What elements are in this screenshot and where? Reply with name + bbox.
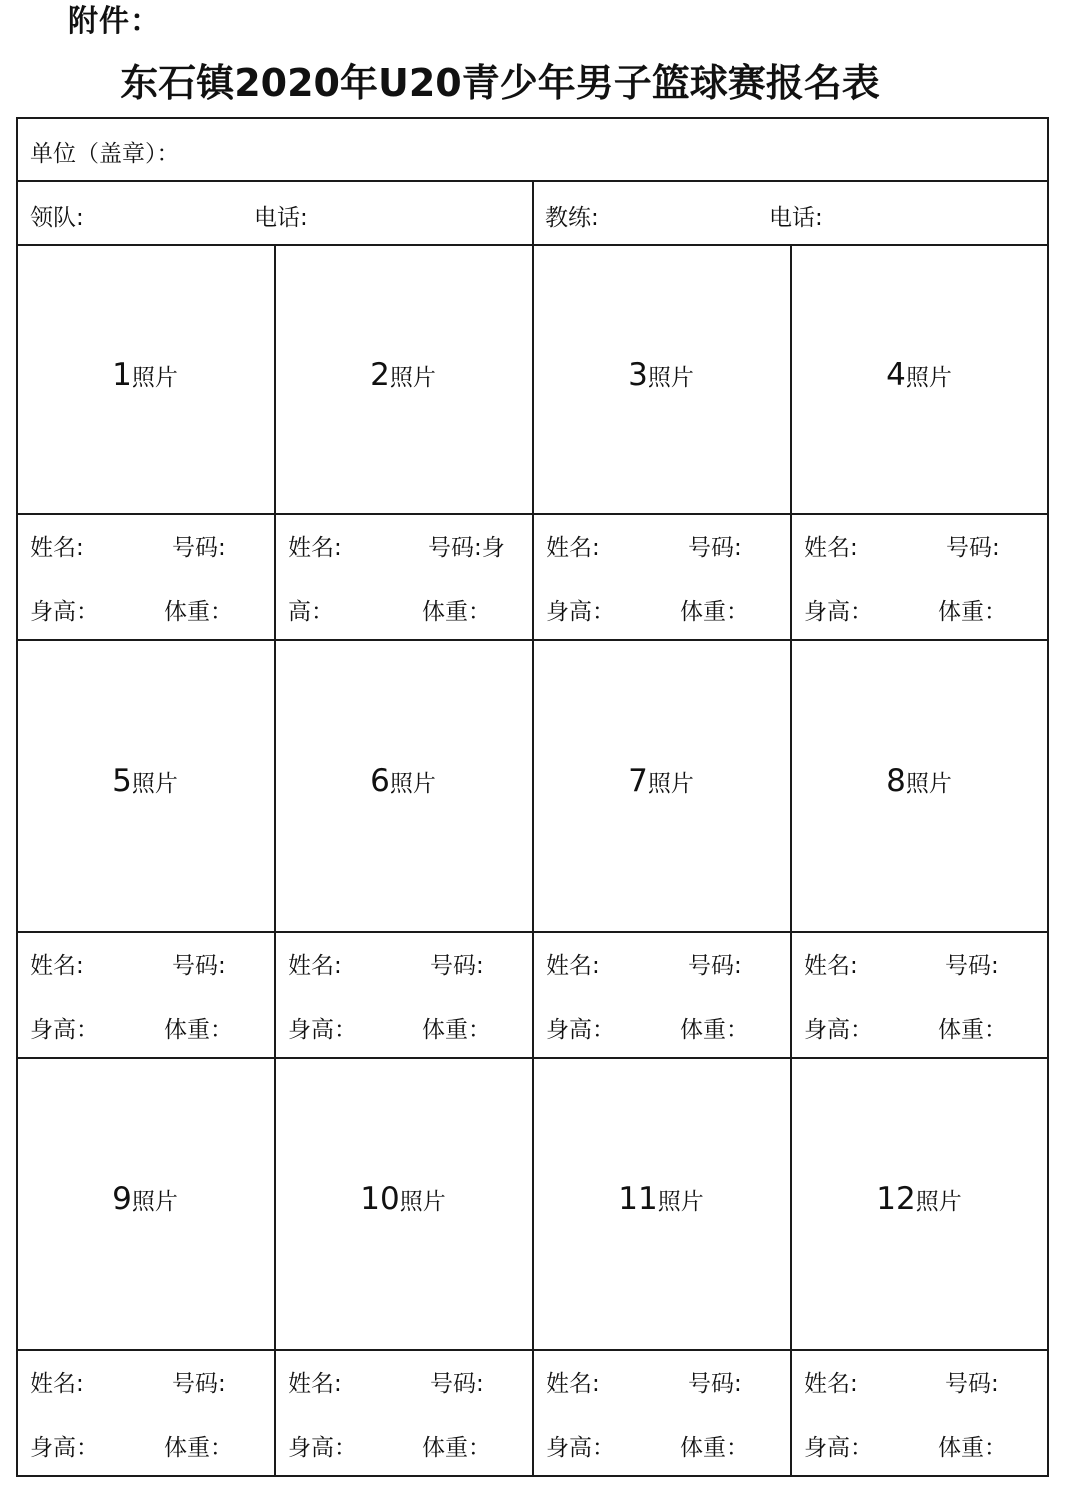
height-label: 高：: [288, 599, 334, 625]
name-label: 姓名:: [288, 953, 342, 979]
photo-placeholder-label: [790, 763, 1048, 802]
height-label: 身高：: [546, 1435, 615, 1461]
weight-label: 体重：: [680, 1435, 749, 1461]
jersey-number-label: 号码:: [945, 1371, 999, 1397]
block-row-divider: [16, 1057, 1049, 1059]
height-label: 身高：: [30, 1017, 99, 1043]
player-number-label: 3: [628, 356, 648, 393]
name-label: 姓名:: [804, 1371, 858, 1397]
name-label: 姓名:: [30, 535, 84, 561]
name-label: 姓名:: [804, 535, 858, 561]
photo-suffix-label: 照片: [131, 364, 178, 391]
photo-suffix-label: 照片: [131, 771, 178, 797]
jersey-number-label: 号码:: [945, 953, 999, 979]
jersey-number-label: 号码:: [172, 1371, 226, 1397]
photo-placeholder-label: [16, 357, 274, 396]
form-border-top: [16, 117, 1049, 119]
player-number-label: 9: [112, 1181, 132, 1217]
name-label: 姓名:: [546, 1371, 600, 1397]
photo-placeholder-label: [274, 763, 532, 802]
weight-label: 体重：: [422, 1017, 491, 1043]
photo-placeholder-label: [16, 1181, 274, 1220]
grid-column-divider: [790, 244, 792, 1475]
coach-phone-label: 电话:: [769, 205, 823, 231]
height-label: 身高：: [288, 1435, 357, 1461]
jersey-number-label: 号码:: [172, 953, 226, 979]
name-label: 姓名:: [546, 953, 600, 979]
weight-label: 体重：: [938, 599, 1007, 625]
jersey-number-label: 号码:: [688, 1371, 742, 1397]
jersey-number-label: 号码:: [688, 535, 742, 561]
photo-placeholder-label: [16, 763, 274, 802]
height-label: 身高：: [288, 1017, 357, 1043]
jersey-number-label: 号码:: [688, 953, 742, 979]
name-label: 姓名:: [288, 1371, 342, 1397]
photo-suffix-label: 照片: [905, 364, 952, 391]
photo-suffix-label: 照片: [131, 1189, 178, 1215]
name-label: 姓名:: [30, 1371, 84, 1397]
height-label: 身高：: [546, 1017, 615, 1043]
jersey-number-label: 号码:身: [428, 535, 505, 561]
photo-suffix-label: 照片: [389, 771, 436, 797]
form-border-bottom: [16, 1475, 1049, 1477]
player-number-label: 11: [618, 1181, 658, 1217]
height-label: 身高：: [30, 1435, 99, 1461]
weight-label: 体重：: [680, 1017, 749, 1043]
leader-phone-label: 电话:: [254, 205, 308, 231]
player-number-label: 2: [370, 356, 390, 393]
photo-suffix-label: 照片: [915, 1189, 962, 1215]
coach-label: 教练:: [545, 205, 599, 231]
name-label: 姓名:: [30, 953, 84, 979]
info-row-divider: [16, 931, 1049, 933]
photo-suffix-label: 照片: [399, 1189, 446, 1215]
photo-placeholder-label: [274, 1181, 532, 1220]
photo-suffix-label: 照片: [657, 1189, 704, 1215]
jersey-number-label: 号码:: [172, 535, 226, 561]
weight-label: 体重：: [164, 599, 233, 625]
name-label: 姓名:: [546, 535, 600, 561]
jersey-number-label: 号码:: [430, 953, 484, 979]
name-label: 姓名:: [804, 953, 858, 979]
photo-placeholder-label: [532, 1181, 790, 1220]
page-title: 东石镇2020年U20青少年男子篮球赛报名表: [120, 61, 880, 105]
player-number-label: 7: [628, 763, 648, 799]
info-row-divider: [16, 1349, 1049, 1351]
photo-placeholder-label: [790, 1181, 1048, 1220]
height-label: 身高：: [804, 599, 873, 625]
unit-label: 单位（盖章）：: [30, 141, 180, 167]
height-label: 身高：: [30, 599, 99, 625]
photo-placeholder-label: [274, 357, 532, 396]
player-number-label: 12: [876, 1181, 916, 1217]
weight-label: 体重：: [164, 1017, 233, 1043]
grid-column-divider: [532, 244, 534, 1475]
photo-suffix-label: 照片: [647, 364, 694, 391]
player-number-label: 4: [886, 356, 906, 393]
player-number-label: 1: [112, 356, 132, 393]
name-label: 姓名:: [288, 535, 342, 561]
weight-label: 体重：: [938, 1017, 1007, 1043]
photo-placeholder-label: [532, 763, 790, 802]
registration-form: [16, 117, 1049, 1477]
staff-column-divider: [532, 180, 534, 246]
player-number-label: 10: [360, 1181, 400, 1217]
attachment-label: 附件：: [68, 4, 161, 39]
weight-label: 体重：: [422, 599, 491, 625]
height-label: 身高：: [804, 1435, 873, 1461]
weight-label: 体重：: [422, 1435, 491, 1461]
jersey-number-label: 号码:: [946, 535, 1000, 561]
photo-suffix-label: 照片: [647, 771, 694, 797]
weight-label: 体重：: [938, 1435, 1007, 1461]
player-number-label: 5: [112, 763, 132, 799]
photo-suffix-label: 照片: [389, 364, 436, 391]
height-label: 身高：: [546, 599, 615, 625]
photo-suffix-label: 照片: [905, 771, 952, 797]
player-number-label: 6: [370, 763, 390, 799]
weight-label: 体重：: [680, 599, 749, 625]
block-row-divider: [16, 639, 1049, 641]
jersey-number-label: 号码:: [430, 1371, 484, 1397]
weight-label: 体重：: [164, 1435, 233, 1461]
leader-label: 领队:: [30, 205, 84, 231]
height-label: 身高：: [804, 1017, 873, 1043]
player-number-label: 8: [886, 763, 906, 799]
photo-placeholder-label: [790, 357, 1048, 396]
info-row-divider: [16, 513, 1049, 515]
grid-column-divider: [274, 244, 276, 1475]
photo-placeholder-label: [532, 357, 790, 396]
